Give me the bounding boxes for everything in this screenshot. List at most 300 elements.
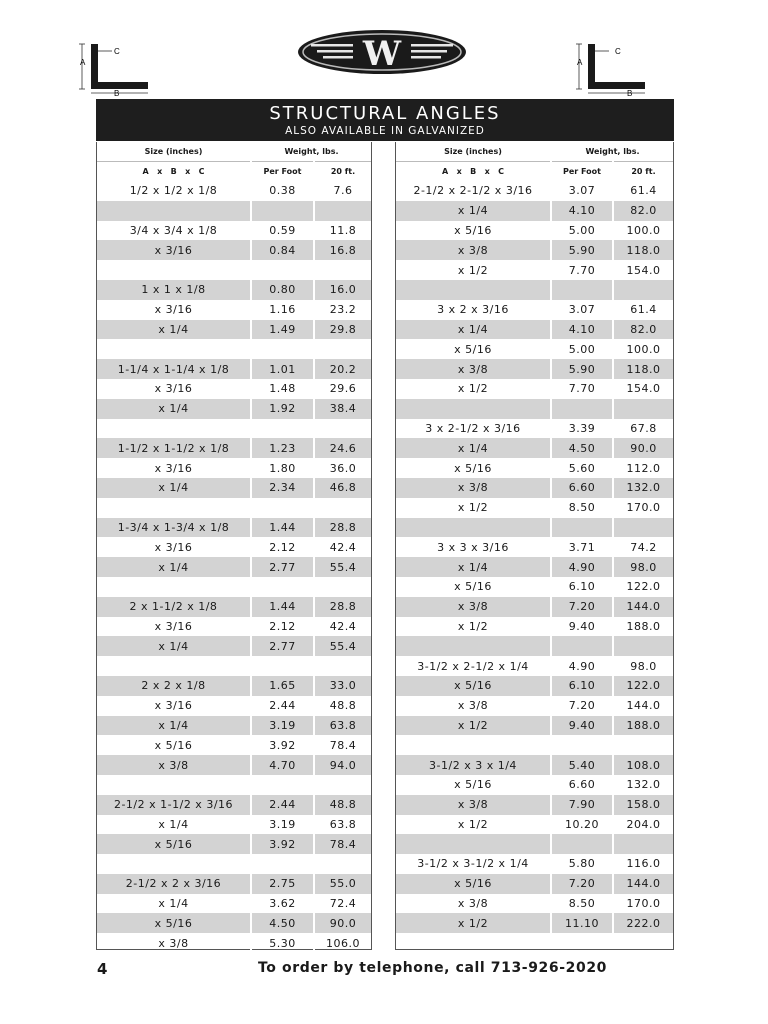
per-foot-cell: 3.07 [551,181,613,201]
label-b: B [627,89,633,96]
per-foot-cell [251,775,314,795]
twenty-ft-cell: 48.8 [314,696,371,716]
size-cell [396,834,551,854]
size-cell: x 5/16 [154,738,193,752]
label-c: C [114,47,120,56]
twenty-ft-cell: 144.0 [613,874,673,894]
twenty-ft-cell: 28.8 [314,518,371,538]
twenty-ft-cell: 42.4 [314,617,371,637]
size-cell: x 5/16 [396,676,551,696]
size-cell: 3-1/2 x 3 x 1/4 [396,755,551,775]
table-row [396,676,673,696]
per-foot-cell: 7.90 [551,795,613,815]
per-foot-cell: 6.60 [551,775,613,795]
per-foot-cell: 2.77 [251,557,314,577]
table-row [396,636,673,656]
per-foot-cell: 3.62 [251,894,314,914]
label-a: A [80,58,86,67]
size-cell: 2 x 1-1/2 x 1/8 [97,597,251,617]
table-row [396,300,673,320]
twenty-ft-cell: 78.4 [314,735,371,755]
size-cell: 3/4 x 3/4 x 1/8 [129,223,218,237]
weight-header: Weight, lbs. [251,142,371,162]
size-cell [396,636,551,656]
twenty-ft-cell: 24.6 [314,438,371,458]
size-cell: x 1/4 [97,636,251,656]
size-cell: x 3/8 [158,936,189,950]
per-foot-cell: 5.00 [551,221,613,241]
table-row [97,379,371,399]
twenty-ft-cell [314,260,371,280]
per-foot-cell: 9.40 [551,617,613,637]
per-foot-cell [551,834,613,854]
size-cell: x 1/4 [396,557,551,577]
twenty-ft-cell [314,656,371,676]
per-foot-cell: 1.48 [251,379,314,399]
size-cell: 1-1/4 x 1-1/4 x 1/8 [97,359,251,379]
twenty-ft-cell: 98.0 [613,557,673,577]
twenty-ft-cell: 61.4 [613,181,673,201]
table-row [97,221,371,241]
size-cell: 3 x 3 x 3/16 [437,540,509,554]
twenty-ft-header: 20 ft. [314,162,371,182]
per-foot-cell: 1.80 [251,458,314,478]
twenty-ft-cell: 144.0 [613,696,673,716]
twenty-ft-cell [314,854,371,874]
per-foot-cell [251,419,314,439]
per-foot-cell: 4.50 [551,438,613,458]
twenty-ft-cell [613,518,673,538]
dims-header: A x B x C [396,162,551,182]
dims-header: A x B x C [97,162,251,182]
weight-header: Weight, lbs. [551,142,673,162]
page-number: 4 [97,960,108,978]
table-row [396,478,673,498]
size-cell: x 5/16 [454,778,492,792]
size-cell [97,201,251,221]
twenty-ft-cell: 144.0 [613,597,673,617]
table-row [97,438,371,458]
table-row [97,419,371,439]
size-cell: 2-1/2 x 1-1/2 x 3/16 [97,795,251,815]
twenty-ft-cell: 55.4 [314,557,371,577]
table-row [97,597,371,617]
table-row [97,894,371,914]
size-cell: 3-1/2 x 3-1/2 x 1/4 [417,857,529,871]
table-row [396,597,673,617]
twenty-ft-cell: 90.0 [314,913,371,933]
table-row [97,399,371,419]
twenty-ft-cell: 132.0 [613,478,673,498]
twenty-ft-header: 20 ft. [613,162,673,182]
label-a: A [577,58,583,67]
table-row [97,260,371,280]
table-row [97,537,371,557]
twenty-ft-cell: 33.0 [314,676,371,696]
size-cell: 2-1/2 x 2 x 3/16 [97,874,251,894]
size-cell: x 1/2 [457,382,489,396]
per-foot-cell: 6.10 [551,676,613,696]
per-foot-cell [551,280,613,300]
angle-diagram-right [575,38,665,96]
twenty-ft-cell [613,399,673,419]
per-foot-cell [251,498,314,518]
per-foot-cell [551,518,613,538]
size-cell: x 1/4 [158,817,189,831]
size-header: Size (inches) [144,147,203,156]
size-cell: x 1/4 [97,716,251,736]
table-row [97,617,371,637]
twenty-ft-cell [314,201,371,221]
table-row [396,775,673,795]
table-row [97,636,371,656]
size-cell: 1-3/4 x 1-3/4 x 1/8 [97,518,251,538]
per-foot-cell [551,399,613,419]
twenty-ft-cell: 61.4 [613,300,673,320]
size-cell: x 3/8 [457,699,489,713]
per-foot-cell: 5.80 [551,854,613,874]
size-cell: 3-1/2 x 2-1/2 x 1/4 [417,659,529,673]
table-row [97,696,371,716]
page-title: STRUCTURAL ANGLES [269,103,501,124]
size-cell [396,280,551,300]
per-foot-cell [251,854,314,874]
table-row [396,458,673,478]
per-foot-cell [251,260,314,280]
per-foot-cell: 2.12 [251,617,314,637]
size-cell: x 3/16 [154,699,193,713]
size-cell: x 3/8 [97,755,251,775]
size-cell: x 1/2 [457,263,489,277]
table-row [97,300,371,320]
size-cell [396,735,551,755]
table-row [97,755,371,775]
per-foot-cell: 1.44 [251,597,314,617]
per-foot-cell: 3.39 [551,419,613,439]
table-row [396,537,673,557]
size-cell: x 1/4 [396,201,551,221]
twenty-ft-cell: 11.8 [314,221,371,241]
twenty-ft-cell: 154.0 [613,260,673,280]
table-row [97,498,371,518]
size-cell: x 3/8 [396,795,551,815]
per-foot-cell: 7.70 [551,260,613,280]
table-row [396,617,673,637]
per-foot-cell: 3.92 [251,735,314,755]
per-foot-cell: 3.19 [251,716,314,736]
size-cell [97,339,251,359]
per-foot-cell [251,339,314,359]
per-foot-cell: 1.16 [251,300,314,320]
size-cell: x 1/4 [396,438,551,458]
table-row [97,913,371,933]
twenty-ft-cell [613,834,673,854]
table-row [97,874,371,894]
size-cell: x 3/8 [396,359,551,379]
twenty-ft-cell [314,419,371,439]
table-row [396,201,673,221]
table-row [396,755,673,775]
size-cell: x 5/16 [454,580,492,594]
size-cell [396,518,551,538]
table-row [396,518,673,538]
table-row [396,339,673,359]
size-cell [97,498,251,518]
size-cell: 1 x 1 x 1/8 [97,280,251,300]
table-row [396,379,673,399]
per-foot-cell: 7.20 [551,696,613,716]
twenty-ft-cell [613,735,673,755]
twenty-ft-cell: 116.0 [613,854,673,874]
twenty-ft-cell: 108.0 [613,755,673,775]
twenty-ft-cell [314,498,371,518]
twenty-ft-cell: 67.8 [613,419,673,439]
per-foot-cell: 5.90 [551,240,613,260]
per-foot-cell: 3.92 [251,834,314,854]
twenty-ft-cell: 48.8 [314,795,371,815]
twenty-ft-cell: 7.6 [314,181,371,201]
table-row [97,795,371,815]
twenty-ft-cell: 72.4 [314,894,371,914]
twenty-ft-cell: 63.8 [314,716,371,736]
table-row [97,518,371,538]
size-cell: x 3/8 [396,478,551,498]
per-foot-cell: 2.34 [251,478,314,498]
twenty-ft-cell: 82.0 [613,201,673,221]
per-foot-cell [251,656,314,676]
angle-diagram-left [78,38,168,96]
size-cell: x 3/16 [154,619,193,633]
table-row [97,458,371,478]
size-cell: 3 x 2 x 3/16 [437,303,509,317]
per-foot-cell: 2.12 [251,537,314,557]
table-row [97,656,371,676]
twenty-ft-cell: 170.0 [613,498,673,518]
size-cell: x 5/16 [454,342,492,356]
per-foot-cell: 4.90 [551,656,613,676]
per-foot-cell: 2.75 [251,874,314,894]
table-row [97,339,371,359]
table-row [97,181,371,201]
per-foot-cell: 7.20 [551,597,613,617]
per-foot-cell [251,577,314,597]
size-cell [97,260,251,280]
per-foot-cell: 8.50 [551,894,613,914]
size-cell: 1-1/2 x 1-1/2 x 1/8 [97,438,251,458]
per-foot-cell: 2.44 [251,696,314,716]
per-foot-cell: 0.38 [251,181,314,201]
size-cell: x 1/2 [457,817,489,831]
per-foot-cell: 1.01 [251,359,314,379]
table-row [396,656,673,676]
table-row [396,260,673,280]
per-foot-cell: 3.19 [251,815,314,835]
size-cell [97,419,251,439]
size-cell: x 5/16 [97,834,251,854]
twenty-ft-cell: 16.0 [314,280,371,300]
table-row [97,280,371,300]
size-cell: x 1/2 [396,716,551,736]
twenty-ft-cell: 36.0 [314,458,371,478]
twenty-ft-cell: 29.6 [314,379,371,399]
table-row [97,716,371,736]
table-row [396,913,673,933]
table-row [396,359,673,379]
per-foot-cell: 1.44 [251,518,314,538]
per-foot-cell [551,735,613,755]
per-foot-cell: 0.84 [251,240,314,260]
size-cell: 2-1/2 x 2-1/2 x 3/16 [413,184,533,198]
twenty-ft-cell: 112.0 [613,458,673,478]
size-cell [97,775,251,795]
per-foot-cell: 10.20 [551,815,613,835]
label-b: B [114,89,120,96]
size-cell: x 1/2 [396,913,551,933]
twenty-ft-cell: 118.0 [613,359,673,379]
twenty-ft-cell: 46.8 [314,478,371,498]
table-row [97,478,371,498]
per-foot-cell: 6.10 [551,577,613,597]
size-cell [396,399,551,419]
size-cell: x 5/16 [396,874,551,894]
twenty-ft-cell: 74.2 [613,537,673,557]
per-foot-cell: 2.77 [251,636,314,656]
table-row [396,438,673,458]
per-foot-cell: 5.90 [551,359,613,379]
twenty-ft-cell: 158.0 [613,795,673,815]
size-cell: x 3/16 [154,461,193,475]
twenty-ft-cell: 29.8 [314,320,371,340]
table-row [97,359,371,379]
table-row [97,201,371,221]
table-row [396,795,673,815]
per-foot-cell [251,201,314,221]
table-row [396,894,673,914]
size-cell [97,577,251,597]
twenty-ft-cell: 100.0 [613,221,673,241]
twenty-ft-cell: 122.0 [613,676,673,696]
table-row [97,815,371,835]
size-cell: x 1/4 [97,557,251,577]
table-row [97,854,371,874]
table-row [97,240,371,260]
size-cell: x 5/16 [97,913,251,933]
size-cell: x 1/4 [97,478,251,498]
header-banner [96,99,674,141]
twenty-ft-cell: 222.0 [613,913,673,933]
size-cell: x 3/8 [396,240,551,260]
table-row [396,557,673,577]
label-c: C [615,47,621,56]
size-cell: x 5/16 [454,223,492,237]
per-foot-cell: 1.92 [251,399,314,419]
per-foot-cell: 3.07 [551,300,613,320]
per-foot-header: Per Foot [551,162,613,182]
per-foot-cell: 5.00 [551,339,613,359]
twenty-ft-cell [314,339,371,359]
twenty-ft-cell: 188.0 [613,716,673,736]
size-cell: x 3/8 [457,897,489,911]
table-row [396,735,673,755]
twenty-ft-cell: 132.0 [613,775,673,795]
angles-table-right [395,142,674,950]
size-cell: x 5/16 [454,461,492,475]
size-cell: x 3/16 [154,540,193,554]
per-foot-cell: 3.71 [551,537,613,557]
per-foot-cell [551,636,613,656]
table-row [396,854,673,874]
table-row [97,320,371,340]
per-foot-cell: 0.59 [251,221,314,241]
twenty-ft-cell: 98.0 [613,656,673,676]
winged-w-logo [297,29,467,75]
per-foot-cell: 5.30 [251,933,314,953]
size-cell: x 1/4 [396,320,551,340]
table-row [396,320,673,340]
size-cell: x 1/4 [97,399,251,419]
per-foot-header: Per Foot [251,162,314,182]
per-foot-cell: 11.10 [551,913,613,933]
per-foot-cell: 5.40 [551,755,613,775]
size-header: Size (inches) [444,147,502,156]
table-row [396,696,673,716]
size-cell: x 3/16 [154,303,193,317]
table-row [396,577,673,597]
per-foot-cell: 7.70 [551,379,613,399]
per-foot-cell: 4.10 [551,320,613,340]
twenty-ft-cell: 90.0 [613,438,673,458]
twenty-ft-cell: 42.4 [314,537,371,557]
twenty-ft-cell: 82.0 [613,320,673,340]
per-foot-cell: 9.40 [551,716,613,736]
twenty-ft-cell: 55.0 [314,874,371,894]
table-row [97,933,371,953]
table-row [396,834,673,854]
size-cell: x 1/2 [457,619,489,633]
twenty-ft-cell: 204.0 [613,815,673,835]
per-foot-cell: 4.90 [551,557,613,577]
table-row [396,815,673,835]
twenty-ft-cell [314,775,371,795]
twenty-ft-cell: 188.0 [613,617,673,637]
per-foot-cell: 4.10 [551,201,613,221]
twenty-ft-cell: 23.2 [314,300,371,320]
size-cell [97,854,251,874]
twenty-ft-cell: 100.0 [613,339,673,359]
per-foot-cell: 2.44 [251,795,314,815]
twenty-ft-cell [314,577,371,597]
twenty-ft-cell: 38.4 [314,399,371,419]
twenty-ft-cell: 94.0 [314,755,371,775]
table-row [396,419,673,439]
table-row [97,834,371,854]
table-row [396,399,673,419]
table-row [396,280,673,300]
size-cell: x 1/2 [457,501,489,515]
size-cell: 1/2 x 1/2 x 1/8 [129,184,218,198]
twenty-ft-cell: 118.0 [613,240,673,260]
per-foot-cell: 4.50 [251,913,314,933]
twenty-ft-cell: 28.8 [314,597,371,617]
table-row [97,577,371,597]
size-cell: x 1/4 [97,320,251,340]
size-cell: 2 x 2 x 1/8 [97,676,251,696]
table-row [396,716,673,736]
twenty-ft-cell: 78.4 [314,834,371,854]
table-row [97,735,371,755]
angles-table-left [96,142,372,950]
twenty-ft-cell: 122.0 [613,577,673,597]
